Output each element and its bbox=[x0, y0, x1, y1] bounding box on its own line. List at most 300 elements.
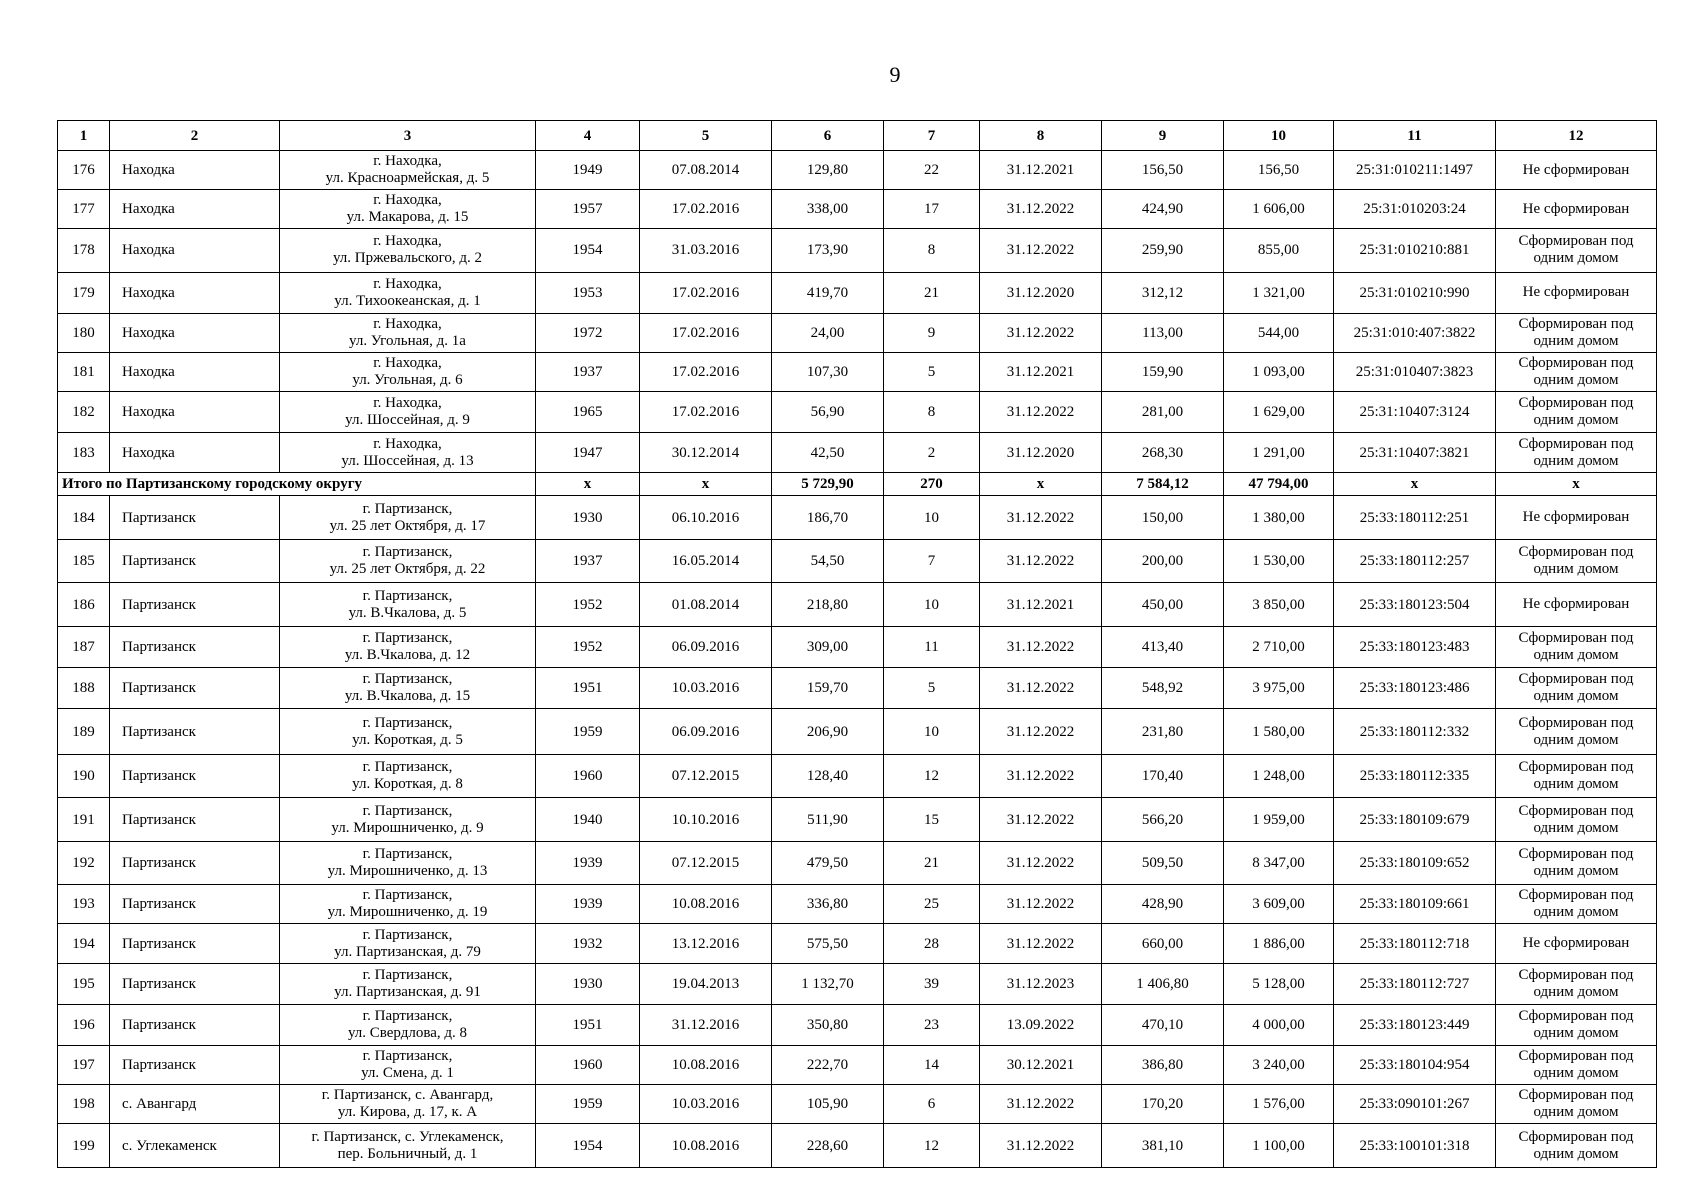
row-number: 187 bbox=[58, 626, 110, 667]
status-cell-line2: одним домом bbox=[1533, 863, 1619, 880]
cadastral-cell: 25:31:010203:24 bbox=[1334, 190, 1496, 229]
row-number: 186 bbox=[58, 583, 110, 626]
residents-cell: 8 bbox=[884, 392, 980, 433]
status-cell-line1: Сформирован под bbox=[1518, 233, 1634, 250]
col9-cell: 113,00 bbox=[1102, 313, 1224, 352]
cadastral-cell: 25:31:010211:1497 bbox=[1334, 151, 1496, 190]
date-cell: 17.02.2016 bbox=[640, 353, 772, 392]
area-cell: 105,90 bbox=[772, 1085, 884, 1124]
cadastral-cell: 25:33:180109:679 bbox=[1334, 798, 1496, 841]
city-cell: Находка bbox=[110, 392, 280, 433]
row-number: 185 bbox=[58, 539, 110, 582]
row-number: 199 bbox=[58, 1124, 110, 1168]
address-cell-line1: г. Партизанск, bbox=[362, 887, 453, 904]
column-header-5: 5 bbox=[640, 121, 772, 151]
year-cell: 1960 bbox=[536, 755, 640, 798]
city-cell: Партизанск bbox=[110, 885, 280, 924]
col10-cell: 156,50 bbox=[1224, 151, 1334, 190]
table-row bbox=[58, 798, 1657, 841]
deadline-cell: 31.12.2022 bbox=[980, 626, 1102, 667]
page-number: 9 bbox=[889, 62, 901, 87]
area-cell: 186,70 bbox=[772, 496, 884, 539]
date-cell: 31.03.2016 bbox=[640, 229, 772, 272]
address-cell-line1: г. Партизанск, bbox=[362, 587, 453, 604]
table-row bbox=[58, 885, 1657, 924]
residents-cell: 10 bbox=[884, 709, 980, 755]
address-cell bbox=[280, 709, 536, 755]
table-row bbox=[58, 668, 1657, 709]
status-cell bbox=[1496, 924, 1657, 963]
year-cell: 1951 bbox=[536, 1004, 640, 1045]
column-header-6: 6 bbox=[772, 121, 884, 151]
date-cell: 06.09.2016 bbox=[640, 709, 772, 755]
residents-cell: 17 bbox=[884, 190, 980, 229]
address-cell-line1: г. Партизанск, с. Авангард, bbox=[321, 1087, 494, 1104]
date-cell: 19.04.2013 bbox=[640, 963, 772, 1004]
housing-table bbox=[57, 120, 1657, 1168]
status-cell-line1: Сформирован под bbox=[1518, 355, 1634, 372]
residents-cell: 6 bbox=[884, 1085, 980, 1124]
city-cell: Партизанск bbox=[110, 841, 280, 884]
col9-cell: 660,00 bbox=[1102, 924, 1224, 963]
area-cell: 173,90 bbox=[772, 229, 884, 272]
address-cell-line1: г. Партизанск, bbox=[362, 759, 453, 776]
area-cell: 336,80 bbox=[772, 885, 884, 924]
deadline-cell: 31.12.2022 bbox=[980, 190, 1102, 229]
address-cell bbox=[280, 496, 536, 539]
col10-cell: 1 580,00 bbox=[1224, 709, 1334, 755]
deadline-cell: 13.09.2022 bbox=[980, 1004, 1102, 1045]
table-row bbox=[58, 1046, 1657, 1085]
status-cell-line1: Не сформирован bbox=[1522, 509, 1630, 526]
col10-cell: 1 321,00 bbox=[1224, 272, 1334, 313]
table-row bbox=[58, 151, 1657, 190]
status-cell bbox=[1496, 313, 1657, 352]
residents-cell: 5 bbox=[884, 668, 980, 709]
date-cell: 17.02.2016 bbox=[640, 272, 772, 313]
date-cell: 31.12.2016 bbox=[640, 1004, 772, 1045]
address-cell-line2: ул. Пржевальского, д. 2 bbox=[332, 250, 483, 267]
date-cell: 10.08.2016 bbox=[640, 885, 772, 924]
address-cell-line1: г. Партизанск, bbox=[362, 926, 453, 943]
address-cell bbox=[280, 963, 536, 1004]
status-cell-line1: Сформирован под bbox=[1518, 759, 1634, 776]
address-cell-line2: ул. Шоссейная, д. 13 bbox=[341, 452, 474, 469]
table-body bbox=[58, 151, 1657, 1168]
year-cell: 1953 bbox=[536, 272, 640, 313]
address-cell-line2: ул. 25 лет Октября, д. 17 bbox=[329, 517, 486, 534]
city-cell: Находка bbox=[110, 353, 280, 392]
deadline-cell: 31.12.2022 bbox=[980, 841, 1102, 884]
address-cell-line1: г. Партизанск, bbox=[362, 500, 453, 517]
column-header-8: 8 bbox=[980, 121, 1102, 151]
deadline-cell: 31.12.2022 bbox=[980, 313, 1102, 352]
address-cell bbox=[280, 841, 536, 884]
city-cell: Партизанск bbox=[110, 924, 280, 963]
area-cell: 479,50 bbox=[772, 841, 884, 884]
cadastral-cell: 25:33:180123:449 bbox=[1334, 1004, 1496, 1045]
deadline-cell: 31.12.2022 bbox=[980, 539, 1102, 582]
col9-cell: 386,80 bbox=[1102, 1046, 1224, 1085]
col9-cell: 200,00 bbox=[1102, 539, 1224, 582]
residents-cell: 7 bbox=[884, 539, 980, 582]
status-cell-line1: Не сформирован bbox=[1522, 284, 1630, 301]
col10-cell: 3 609,00 bbox=[1224, 885, 1334, 924]
year-cell: 1939 bbox=[536, 841, 640, 884]
area-cell: 54,50 bbox=[772, 539, 884, 582]
address-cell-line2: ул. Угольная, д. 1а bbox=[349, 333, 466, 349]
status-cell-line1: Не сформирован bbox=[1522, 935, 1630, 952]
address-cell bbox=[280, 1004, 536, 1045]
area-cell: 206,90 bbox=[772, 709, 884, 755]
address-cell-line2: ул. Тихоокеанская, д. 1 bbox=[334, 292, 481, 309]
cadastral-cell: 25:33:180112:257 bbox=[1334, 539, 1496, 582]
address-cell-line1: г. Находка, bbox=[373, 275, 442, 292]
address-cell bbox=[280, 313, 536, 352]
status-cell-line2: одним домом bbox=[1533, 688, 1619, 705]
date-cell: 17.02.2016 bbox=[640, 392, 772, 433]
status-cell-line1: Не сформирован bbox=[1522, 161, 1630, 178]
cadastral-cell: 25:33:090101:267 bbox=[1334, 1085, 1496, 1124]
year-cell: 1947 bbox=[536, 433, 640, 472]
table-row bbox=[58, 190, 1657, 229]
city-cell: Партизанск bbox=[110, 668, 280, 709]
address-cell-line2: ул. Короткая, д. 8 bbox=[352, 776, 463, 793]
deadline-cell: 31.12.2022 bbox=[980, 1085, 1102, 1124]
col9-cell: 268,30 bbox=[1102, 433, 1224, 472]
status-cell bbox=[1496, 1124, 1657, 1168]
address-cell-line1: г. Партизанск, bbox=[362, 966, 453, 983]
status-cell-line2: одним домом bbox=[1533, 1145, 1619, 1162]
deadline-cell: 31.12.2021 bbox=[980, 353, 1102, 392]
status-cell-line1: Сформирован под bbox=[1518, 544, 1634, 561]
cadastral-cell: 25:33:180112:332 bbox=[1334, 709, 1496, 755]
area-cell: 42,50 bbox=[772, 433, 884, 472]
residents-cell: 10 bbox=[884, 583, 980, 626]
total-label: Итого по Партизанскому городскому округу bbox=[58, 472, 536, 496]
address-cell bbox=[280, 583, 536, 626]
address-cell-line1: г. Находка, bbox=[373, 192, 442, 209]
status-cell-line2: одним домом bbox=[1533, 904, 1619, 921]
area-cell: 338,00 bbox=[772, 190, 884, 229]
address-cell-line2: ул. Макарова, д. 15 bbox=[346, 209, 469, 226]
table-row bbox=[58, 626, 1657, 667]
status-cell-line2: одним домом bbox=[1533, 372, 1619, 389]
row-number: 182 bbox=[58, 392, 110, 433]
area-cell: 228,60 bbox=[772, 1124, 884, 1168]
column-header-11: 11 bbox=[1334, 121, 1496, 151]
address-cell-line2: ул. Свердлова, д. 8 bbox=[347, 1025, 468, 1041]
address-cell-line2: ул. Красноармейская, д. 5 bbox=[325, 170, 490, 187]
status-cell-line2: одним домом bbox=[1533, 819, 1619, 836]
deadline-cell: 31.12.2022 bbox=[980, 924, 1102, 963]
status-cell-line1: Сформирован под bbox=[1518, 1008, 1634, 1024]
cadastral-cell: 25:33:180123:483 bbox=[1334, 626, 1496, 667]
col10-cell: 855,00 bbox=[1224, 229, 1334, 272]
col10-cell: 8 347,00 bbox=[1224, 841, 1334, 884]
deadline-cell: 31.12.2022 bbox=[980, 229, 1102, 272]
city-cell: Находка bbox=[110, 190, 280, 229]
col9-cell: 312,12 bbox=[1102, 272, 1224, 313]
status-cell-line1: Сформирован под bbox=[1518, 629, 1634, 646]
column-header-9: 9 bbox=[1102, 121, 1224, 151]
deadline-cell: 31.12.2021 bbox=[980, 583, 1102, 626]
row-number: 192 bbox=[58, 841, 110, 884]
status-cell-line2: одним домом bbox=[1533, 983, 1619, 1000]
row-number: 198 bbox=[58, 1085, 110, 1124]
residents-cell: 25 bbox=[884, 885, 980, 924]
status-cell bbox=[1496, 841, 1657, 884]
col10-cell: 3 850,00 bbox=[1224, 583, 1334, 626]
area-cell: 511,90 bbox=[772, 798, 884, 841]
column-header-2: 2 bbox=[110, 121, 280, 151]
col10-cell: 3 975,00 bbox=[1224, 668, 1334, 709]
cadastral-cell: 25:33:180112:718 bbox=[1334, 924, 1496, 963]
residents-cell: 14 bbox=[884, 1046, 980, 1085]
cadastral-cell: 25:31:010407:3823 bbox=[1334, 353, 1496, 392]
area-cell: 159,70 bbox=[772, 668, 884, 709]
status-cell bbox=[1496, 1004, 1657, 1045]
cadastral-cell: 25:31:010:407:3822 bbox=[1334, 313, 1496, 352]
address-cell-line1: г. Партизанск, bbox=[362, 1048, 453, 1065]
table-row bbox=[58, 229, 1657, 272]
col9-cell: 231,80 bbox=[1102, 709, 1224, 755]
col10-cell: 1 629,00 bbox=[1224, 392, 1334, 433]
table-row bbox=[58, 1085, 1657, 1124]
residents-cell: 11 bbox=[884, 626, 980, 667]
cadastral-cell: 25:33:180112:251 bbox=[1334, 496, 1496, 539]
col9-cell: 424,90 bbox=[1102, 190, 1224, 229]
row-number: 181 bbox=[58, 353, 110, 392]
col10-cell: 1 530,00 bbox=[1224, 539, 1334, 582]
cadastral-cell: 25:31:010210:990 bbox=[1334, 272, 1496, 313]
status-cell bbox=[1496, 709, 1657, 755]
area-cell: 222,70 bbox=[772, 1046, 884, 1085]
col10-cell: 1 576,00 bbox=[1224, 1085, 1334, 1124]
city-cell: Партизанск bbox=[110, 709, 280, 755]
address-cell bbox=[280, 433, 536, 472]
col9-cell: 159,90 bbox=[1102, 353, 1224, 392]
address-cell bbox=[280, 1046, 536, 1085]
address-cell bbox=[280, 353, 536, 392]
row-number: 180 bbox=[58, 313, 110, 352]
year-cell: 1940 bbox=[536, 798, 640, 841]
city-cell: Партизанск bbox=[110, 626, 280, 667]
address-cell-line2: ул. Мирошниченко, д. 13 bbox=[327, 863, 488, 880]
row-number: 179 bbox=[58, 272, 110, 313]
address-cell-line1: г. Партизанск, bbox=[362, 714, 453, 731]
status-cell bbox=[1496, 353, 1657, 392]
row-number: 195 bbox=[58, 963, 110, 1004]
col10-cell: 1 380,00 bbox=[1224, 496, 1334, 539]
area-cell: 350,80 bbox=[772, 1004, 884, 1045]
deadline-cell: 31.12.2020 bbox=[980, 433, 1102, 472]
status-cell bbox=[1496, 755, 1657, 798]
row-number: 183 bbox=[58, 433, 110, 472]
status-cell-line1: Сформирован под bbox=[1518, 1048, 1634, 1065]
residents-cell: 28 bbox=[884, 924, 980, 963]
table-row bbox=[58, 924, 1657, 963]
date-cell: 10.08.2016 bbox=[640, 1124, 772, 1168]
status-cell bbox=[1496, 963, 1657, 1004]
area-cell: 129,80 bbox=[772, 151, 884, 190]
address-cell-line2: ул. Смена, д. 1 bbox=[361, 1065, 454, 1082]
city-cell: Партизанск bbox=[110, 583, 280, 626]
status-cell-line1: Сформирован под bbox=[1518, 802, 1634, 819]
total-c6: 5 729,90 bbox=[772, 472, 884, 496]
col10-cell: 1 100,00 bbox=[1224, 1124, 1334, 1168]
address-cell-line2: пер. Больничный, д. 1 bbox=[337, 1145, 478, 1162]
address-cell-line1: г. Находка, bbox=[373, 435, 442, 452]
col10-cell: 4 000,00 bbox=[1224, 1004, 1334, 1045]
address-cell bbox=[280, 1085, 536, 1124]
col10-cell: 2 710,00 bbox=[1224, 626, 1334, 667]
status-cell-line1: Сформирован под bbox=[1518, 395, 1634, 412]
table-row bbox=[58, 539, 1657, 582]
col9-cell: 1 406,80 bbox=[1102, 963, 1224, 1004]
address-cell-line1: г. Партизанск, bbox=[362, 629, 453, 646]
address-cell-line2: ул. В.Чкалова, д. 15 bbox=[344, 688, 471, 705]
year-cell: 1939 bbox=[536, 885, 640, 924]
city-cell: Партизанск bbox=[110, 539, 280, 582]
column-header-4: 4 bbox=[536, 121, 640, 151]
date-cell: 13.12.2016 bbox=[640, 924, 772, 963]
status-cell bbox=[1496, 190, 1657, 229]
total-c9: 7 584,12 bbox=[1102, 472, 1224, 496]
address-cell bbox=[280, 229, 536, 272]
area-cell: 419,70 bbox=[772, 272, 884, 313]
table-row bbox=[58, 755, 1657, 798]
date-cell: 17.02.2016 bbox=[640, 313, 772, 352]
status-cell-line1: Сформирован под bbox=[1518, 846, 1634, 863]
year-cell: 1960 bbox=[536, 1046, 640, 1085]
address-cell-line2: ул. Партизанская, д. 79 bbox=[334, 943, 481, 960]
area-cell: 575,50 bbox=[772, 924, 884, 963]
address-cell bbox=[280, 924, 536, 963]
address-cell-line2: ул. Мирошниченко, д. 19 bbox=[327, 904, 488, 921]
deadline-cell: 31.12.2022 bbox=[980, 496, 1102, 539]
status-cell-line1: Сформирован под bbox=[1518, 435, 1634, 452]
residents-cell: 22 bbox=[884, 151, 980, 190]
area-cell: 24,00 bbox=[772, 313, 884, 352]
status-cell-line2: одним домом bbox=[1533, 452, 1619, 469]
table-row bbox=[58, 841, 1657, 884]
cadastral-cell: 25:33:180112:335 bbox=[1334, 755, 1496, 798]
deadline-cell: 31.12.2022 bbox=[980, 392, 1102, 433]
area-cell: 218,80 bbox=[772, 583, 884, 626]
cadastral-cell: 25:31:10407:3821 bbox=[1334, 433, 1496, 472]
date-cell: 07.12.2015 bbox=[640, 841, 772, 884]
city-cell: с. Авангард bbox=[110, 1085, 280, 1124]
date-cell: 17.02.2016 bbox=[640, 190, 772, 229]
deadline-cell: 31.12.2022 bbox=[980, 709, 1102, 755]
city-cell: Партизанск bbox=[110, 755, 280, 798]
residents-cell: 12 bbox=[884, 1124, 980, 1168]
status-cell bbox=[1496, 539, 1657, 582]
date-cell: 10.03.2016 bbox=[640, 1085, 772, 1124]
city-cell: Находка bbox=[110, 433, 280, 472]
residents-cell: 23 bbox=[884, 1004, 980, 1045]
address-cell-line1: г. Находка, bbox=[373, 395, 442, 412]
year-cell: 1932 bbox=[536, 924, 640, 963]
col9-cell: 259,90 bbox=[1102, 229, 1224, 272]
total-c7: 270 bbox=[884, 472, 980, 496]
area-cell: 128,40 bbox=[772, 755, 884, 798]
status-cell bbox=[1496, 1046, 1657, 1085]
year-cell: 1965 bbox=[536, 392, 640, 433]
status-cell-line1: Сформирован под bbox=[1518, 714, 1634, 731]
address-cell bbox=[280, 151, 536, 190]
table-row bbox=[58, 392, 1657, 433]
col9-cell: 470,10 bbox=[1102, 1004, 1224, 1045]
year-cell: 1937 bbox=[536, 353, 640, 392]
city-cell: Находка bbox=[110, 151, 280, 190]
address-cell bbox=[280, 626, 536, 667]
residents-cell: 9 bbox=[884, 313, 980, 352]
address-cell bbox=[280, 272, 536, 313]
area-cell: 1 132,70 bbox=[772, 963, 884, 1004]
row-number: 177 bbox=[58, 190, 110, 229]
cadastral-cell: 25:31:10407:3124 bbox=[1334, 392, 1496, 433]
area-cell: 309,00 bbox=[772, 626, 884, 667]
table-row bbox=[58, 1004, 1657, 1045]
address-cell-line2: ул. Короткая, д. 5 bbox=[352, 731, 463, 748]
address-cell-line1: г. Находка, bbox=[373, 153, 442, 170]
status-cell-line2: одним домом bbox=[1533, 561, 1619, 578]
col10-cell: 1 886,00 bbox=[1224, 924, 1334, 963]
date-cell: 10.08.2016 bbox=[640, 1046, 772, 1085]
status-cell bbox=[1496, 496, 1657, 539]
total-c12: х bbox=[1496, 472, 1657, 496]
total-c8: х bbox=[980, 472, 1102, 496]
address-cell-line2: ул. Кирова, д. 17, к. А bbox=[337, 1104, 478, 1121]
row-number: 189 bbox=[58, 709, 110, 755]
row-number: 176 bbox=[58, 151, 110, 190]
table-row bbox=[58, 963, 1657, 1004]
residents-cell: 21 bbox=[884, 272, 980, 313]
row-number: 193 bbox=[58, 885, 110, 924]
status-cell-line1: Не сформирован bbox=[1522, 200, 1630, 217]
city-cell: Партизанск bbox=[110, 1046, 280, 1085]
address-cell-line1: г. Находка, bbox=[373, 355, 442, 372]
status-cell-line2: одним домом bbox=[1533, 333, 1619, 349]
table-row bbox=[58, 433, 1657, 472]
column-header-1: 1 bbox=[58, 121, 110, 151]
city-cell: Находка bbox=[110, 272, 280, 313]
status-cell-line1: Не сформирован bbox=[1522, 596, 1630, 613]
header-row bbox=[58, 121, 1657, 151]
city-cell: Партизанск bbox=[110, 798, 280, 841]
col10-cell: 544,00 bbox=[1224, 313, 1334, 352]
residents-cell: 8 bbox=[884, 229, 980, 272]
year-cell: 1957 bbox=[536, 190, 640, 229]
residents-cell: 15 bbox=[884, 798, 980, 841]
status-cell-line1: Сформирован под bbox=[1518, 671, 1634, 688]
total-c4: х bbox=[536, 472, 640, 496]
col10-cell: 1 606,00 bbox=[1224, 190, 1334, 229]
address-cell-line1: г. Партизанск, с. Углекаменск, bbox=[311, 1128, 504, 1145]
date-cell: 06.09.2016 bbox=[640, 626, 772, 667]
cadastral-cell: 25:33:100101:318 bbox=[1334, 1124, 1496, 1168]
column-header-10: 10 bbox=[1224, 121, 1334, 151]
deadline-cell: 31.12.2020 bbox=[980, 272, 1102, 313]
deadline-cell: 31.12.2022 bbox=[980, 798, 1102, 841]
residents-cell: 2 bbox=[884, 433, 980, 472]
status-cell bbox=[1496, 272, 1657, 313]
address-cell-line2: ул. Шоссейная, д. 9 bbox=[345, 412, 470, 429]
status-cell-line1: Сформирован под bbox=[1518, 887, 1634, 904]
col9-cell: 156,50 bbox=[1102, 151, 1224, 190]
